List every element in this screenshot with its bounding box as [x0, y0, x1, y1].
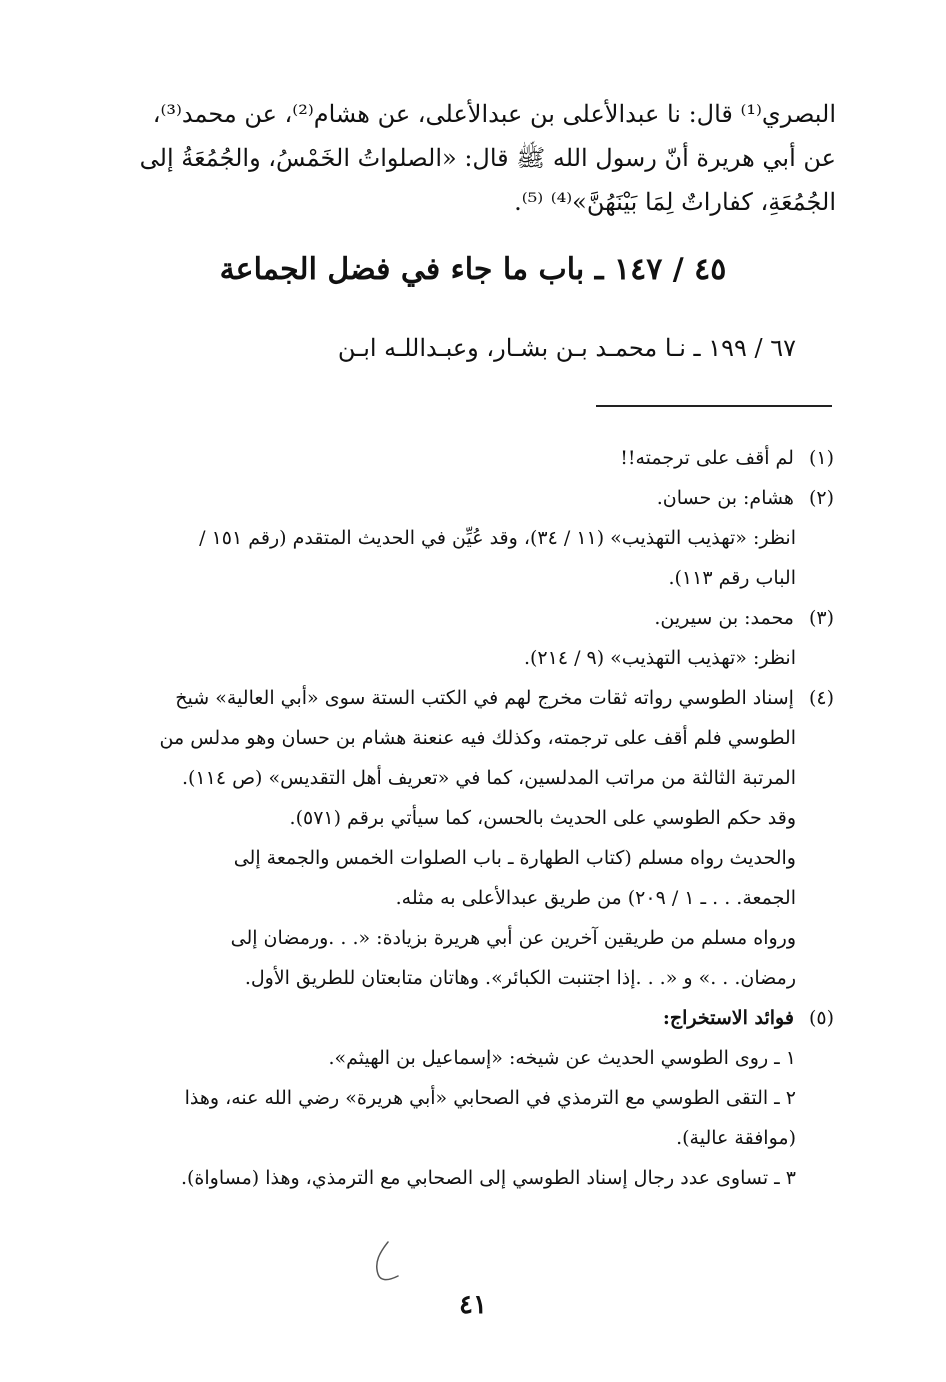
- footnote-line: [108, 878, 834, 918]
- footnote-text: هشام: بن حسان.: [656, 487, 794, 509]
- footnote-text: انظر: «تهذيب التهذيب» (١١ / ٣٤)، وقد عُيِّن في الحديث المتقدم (رقم ١٥١ /: [199, 527, 796, 549]
- footnote-line: [108, 998, 834, 1038]
- footnote-line: [108, 1118, 834, 1158]
- footnote-text: رمضان. . .» و «. . .إذا اجتنبت الكبائر». وهاتان متابعتان للطريق الأول.: [244, 967, 796, 989]
- footnote-line: [108, 638, 834, 678]
- footnote-text: ورواه مسلم من طريقين آخرين عن أبي هريرة بزيادة: «. . .ورمضان إلى: [230, 927, 796, 949]
- footnote-line: [108, 1158, 834, 1198]
- footnote-separator: [596, 405, 832, 407]
- footnote-text: والحديث رواه مسلم (كتاب الطهارة ـ باب الصلوات الخمس والجمعة إلى: [233, 847, 796, 869]
- footnote-line: [108, 598, 834, 638]
- pencil-mark-icon: [368, 1240, 408, 1288]
- footnote-line: [108, 958, 834, 998]
- footnote-number: (٣): [808, 607, 834, 629]
- footnote-line: [108, 478, 834, 518]
- footnote-line: [108, 558, 834, 598]
- footnote-text: ٣ ـ تساوى عدد رجال إسناد الطوسي إلى الصحابي مع الترمذي، وهذا (مساواة).: [180, 1167, 796, 1189]
- footnote-number: (٤): [808, 687, 834, 709]
- main-text-line-3: الجُمُعَةِ، كفاراتٌ لِمَا بَيْنَهُنَّ»⁽⁴⁾ ⁽⁵⁾.: [514, 188, 836, 216]
- footnote-line: [108, 838, 834, 878]
- chapter-heading: ٤٥ / ١٤٧ ـ باب ما جاء في فضل الجماعة: [219, 252, 727, 287]
- footnote-text: فوائد الاستخراج:: [662, 1007, 794, 1029]
- footnote-text: الطوسي فلم أقف على ترجمته، وكذلك فيه عنعنة هشام بن حسان وهو مدلس من: [159, 727, 796, 749]
- main-text-block: [112, 92, 836, 224]
- main-text-line-2: عن أبي هريرة أنّ رسول الله ﷺ قال: «الصلواتُ الخَمْسُ، والجُمُعَةُ إلى: [139, 144, 836, 172]
- footnote-line: [108, 518, 834, 558]
- footnote-number: (١): [808, 447, 834, 469]
- footnote-text: إسناد الطوسي رواته ثقات مخرج لهم في الكتب الستة سوى «أبي العالية» شيخ: [175, 687, 794, 709]
- footnote-number: (٢): [808, 487, 834, 509]
- hadith-start-line: ٦٧ / ١٩٩ ـ نـا محمـد بـن بشـار، وعبـداللـه ابـن: [337, 334, 796, 362]
- footnote-line: [108, 718, 834, 758]
- footnote-text: ١ ـ روى الطوسي الحديث عن شيخه: «إسماعيل بن الهيثم».: [328, 1047, 796, 1069]
- main-text-line-1: البصري⁽¹⁾ قال: نا عبدالأعلى بن عبدالأعلى، عن هشام⁽²⁾، عن محمد⁽³⁾،: [152, 100, 836, 128]
- footnote-line: [108, 1078, 834, 1118]
- footnote-line: [108, 918, 834, 958]
- footnote-text: (موافقة عالية).: [676, 1127, 796, 1149]
- footnote-text: المرتبة الثالثة من مراتب المدلسين، كما في «تعريف أهل التقديس» (ص ١١٤).: [181, 767, 796, 789]
- footnote-line: [108, 438, 834, 478]
- footnote-text: انظر: «تهذيب التهذيب» (٩ / ٢١٤).: [523, 647, 796, 669]
- footnote-line: [108, 678, 834, 718]
- footnote-line: [108, 798, 834, 838]
- footnote-text: لم أقف على ترجمته!!: [620, 447, 794, 469]
- footnote-text: الجمعة. . . ـ ١ / ٢٠٩) من طريق عبدالأعلى به مثله.: [395, 887, 796, 909]
- page-number: ٤١: [459, 1290, 487, 1320]
- footnote-number: (٥): [808, 1007, 834, 1029]
- footnote-text: وقد حكم الطوسي على الحديث بالحسن، كما سيأتي برقم (٥٧١).: [289, 807, 796, 829]
- footnote-line: [108, 758, 834, 798]
- footnote-text: الباب رقم ١١٣).: [668, 567, 796, 589]
- footnote-text: ٢ ـ التقى الطوسي مع الترمذي في الصحابي «أبي هريرة» رضي الله عنه، وهذا: [184, 1087, 796, 1109]
- footnote-line: [108, 1038, 834, 1078]
- footnote-text: محمد: بن سيرين.: [654, 607, 794, 629]
- footnotes-block: [108, 438, 834, 1198]
